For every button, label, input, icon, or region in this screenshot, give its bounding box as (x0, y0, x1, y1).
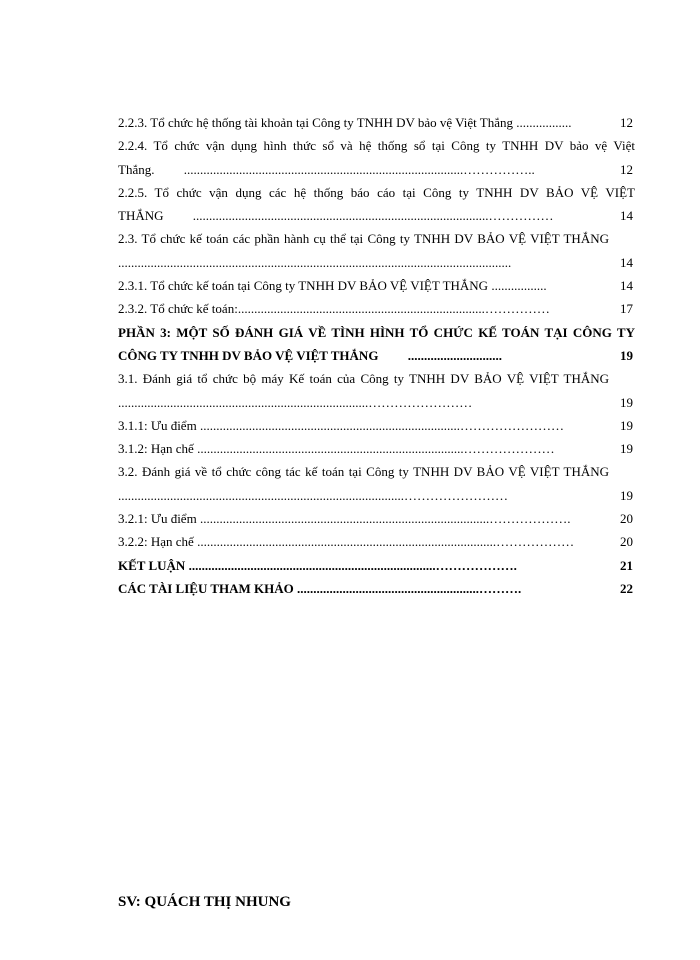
toc-entry-page: 20 (620, 511, 633, 527)
toc-entry-leader: ...........................................................................................…………… (189, 208, 554, 224)
toc-entry-2-2-3[interactable] (118, 111, 635, 134)
toc-entry-title: 2.2.5. Tổ chức vận dụng các hệ thống báo cáo tại Công ty TNHH DV BẢO VỆ VIỆT THẮNG (118, 184, 635, 224)
toc-entry-title: 3.1.1: Ưu điểm (118, 417, 197, 433)
toc-entry-3-1[interactable] (118, 367, 635, 414)
toc-entry-page: 22 (620, 580, 633, 596)
student-name-footer: SV: QUÁCH THỊ NHUNG (118, 894, 291, 910)
toc-entry-3-1-1[interactable] (118, 414, 635, 437)
toc-entry-3-1-2[interactable] (118, 437, 635, 460)
toc-entry-page: 20 (620, 534, 633, 550)
toc-entry-title: KẾT LUẬN (118, 557, 186, 573)
toc-entry-page: 19 (620, 394, 633, 410)
toc-entry-ket-luan[interactable] (118, 554, 635, 577)
toc-entry-title: 2.2.4. Tổ chức vận dụng hình thức sổ và hệ thống sổ tại Công ty TNHH DV bảo vệ Việt Thắng. (118, 138, 635, 177)
toc-entry-title: 3.2. Đánh giá về tổ chức công tác kế toán tại Công ty TNHH DV BẢO VỆ VIỆT THẮNG (118, 464, 609, 480)
toc-entry-leader: .........................................................................................………………. (196, 511, 571, 527)
toc-entry-page: 12 (620, 161, 633, 177)
toc-entry-page: 12 (620, 115, 633, 130)
toc-entry-title: CÁC TÀI LIỆU THAM KHẢO (118, 580, 294, 596)
toc-entry-2-3-1[interactable] (118, 274, 635, 297)
toc-entry-leader: ................................................................................…………………… (196, 417, 564, 433)
toc-entry-leader: ......................................................................................................................... (118, 254, 512, 270)
toc-entry-tai-lieu-tham-khao[interactable] (118, 577, 635, 600)
toc-entry-page: 21 (620, 557, 633, 573)
toc-entry-title: 3.1. Đánh giá tổ chức bộ máy Kế toán của Công ty TNHH DV BẢO VỆ VIỆT THẮNG (118, 371, 609, 387)
toc-entry-3-2[interactable] (118, 460, 635, 507)
toc-entry-2-2-4[interactable] (118, 134, 635, 181)
toc-entry-page: 19 (620, 417, 633, 433)
toc-entry-leader: .............................................................................…………………… (118, 394, 473, 410)
toc-entry-title: 3.1.2: Hạn chế (118, 441, 194, 457)
toc-entry-leader: ..................................................................................………………… (193, 441, 555, 457)
toc-entry-title: 2.3.1. Tổ chức kế toán tại Công ty TNHH DV BẢO VỆ VIỆT THẮNG (118, 278, 489, 294)
toc-entry-page: 17 (620, 301, 633, 317)
toc-entry-title: 2.2.3. Tổ chức hệ thống tài khoản tại Công ty TNHH DV bảo vệ Việt Thắng (118, 115, 514, 130)
toc-entry-leader: ............................. (404, 347, 502, 363)
toc-entry-leader: ............................................................................…………… (237, 301, 550, 317)
toc-entry-2-2-5[interactable] (118, 181, 635, 228)
toc-entry-title: PHẦN 3: MỘT SỐ ĐÁNH GIÁ VỀ TÌNH HÌNH TỔ CHỨC KẾ TOÁN TẠI CÔNG TY CÔNG TY TNHH DV BẢO VỆ VIỆT THẮNG (118, 324, 635, 363)
toc-entry-title: 3.2.2: Hạn chế (118, 534, 194, 550)
toc-entry-title: 2.3. Tổ chức kế toán các phần hành cụ thể tại Công ty TNHH DV BẢO VỆ VIỆT THẮNG (118, 231, 609, 247)
toc-entry-page: 19 (620, 487, 633, 503)
toc-entry-2-3[interactable] (118, 227, 635, 274)
toc-entry-title: 3.2.1: Ưu điểm (118, 511, 197, 527)
toc-entry-leader: ............................................................................................……………… (193, 534, 575, 550)
table-of-contents (118, 111, 635, 600)
toc-entry-leader: ............................................................................………………. (185, 557, 517, 573)
toc-entry-page: 14 (620, 278, 633, 294)
toc-entry-title: 2.3.2. Tổ chức kế toán: (118, 301, 238, 317)
toc-entry-leader: ................. (513, 115, 572, 130)
toc-entry-3-2-2[interactable] (118, 530, 635, 553)
toc-entry-page: 19 (620, 347, 633, 363)
toc-entry-leader: ......................................................................................…………….. (180, 161, 535, 177)
toc-entry-page: 14 (620, 254, 633, 270)
toc-entry-leader: ........................................................………. (293, 580, 522, 596)
toc-entry-page: 14 (620, 208, 633, 224)
toc-entry-2-3-2[interactable] (118, 297, 635, 320)
toc-entry-3-2-1[interactable] (118, 507, 635, 530)
toc-entry-page: 19 (620, 441, 633, 457)
toc-entry-leader: ................. (488, 278, 547, 294)
toc-entry-leader: ........................................................................................…………………… (118, 487, 508, 503)
toc-entry-phan-3[interactable] (118, 321, 635, 368)
